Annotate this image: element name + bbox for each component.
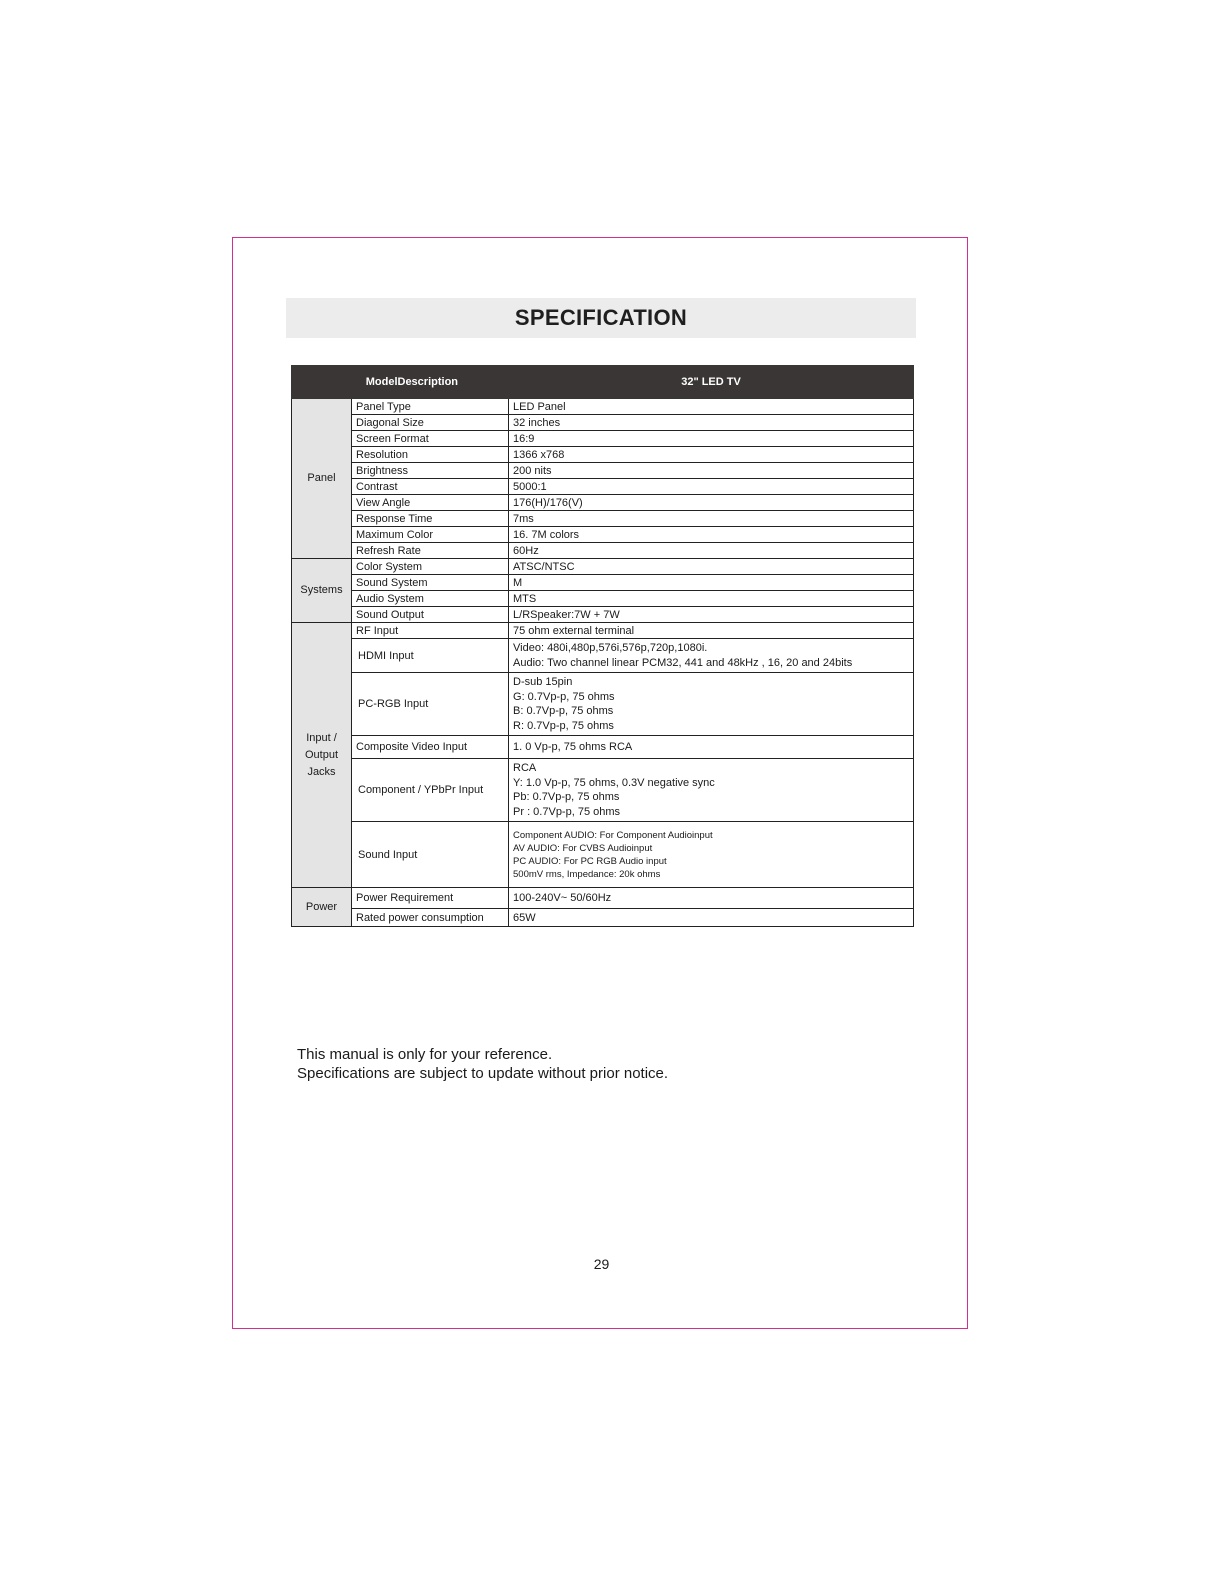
spec-value-cell	[509, 431, 914, 447]
spec-label-cell: Sound Output	[352, 607, 509, 623]
table-row	[292, 607, 914, 623]
table-row	[292, 888, 914, 909]
spec-value-cell	[509, 543, 914, 559]
spec-label-cell: PC-RGB Input	[352, 673, 509, 736]
spec-value-line: 16. 7M colors	[513, 528, 580, 541]
spec-label-cell: Component / YPbPr Input	[352, 759, 509, 822]
spec-value-line: Video: 480i,480p,576i,576p,720p,1080i.	[513, 642, 708, 654]
spec-value-line: M	[513, 576, 523, 589]
table-row	[292, 479, 914, 495]
spec-value-line: 200 nits	[513, 464, 552, 477]
spec-value-line: Component AUDIO: For Component Audioinput	[513, 829, 713, 841]
table-row	[292, 909, 914, 927]
spec-value-line: B: 0.7Vp-p, 75 ohms	[513, 705, 614, 717]
spec-value-cell	[509, 822, 914, 888]
spec-value-line: 16:9	[513, 432, 535, 445]
spec-value-line: 75 ohm external terminal	[513, 624, 635, 637]
spec-label-cell: Contrast	[352, 479, 509, 495]
spec-value-line: 65W	[513, 911, 536, 924]
spec-table-body	[292, 399, 914, 927]
spec-label-cell: RF Input	[352, 623, 509, 639]
spec-value-cell	[509, 495, 914, 511]
spec-value-line: ATSC/NTSC	[513, 560, 575, 573]
spec-value-cell	[509, 415, 914, 431]
spec-value-line: G: 0.7Vp-p, 75 ohms	[513, 690, 615, 703]
table-header-row	[292, 366, 914, 399]
spec-label-cell: Sound System	[352, 575, 509, 591]
spec-label-cell: Composite Video Input	[352, 736, 509, 759]
spec-value-cell	[509, 639, 914, 673]
spec-value-line: 7ms	[513, 512, 534, 525]
spec-value-line: 100-240V~ 50/60Hz	[513, 892, 612, 904]
spec-value-cell	[509, 479, 914, 495]
spec-value-cell	[509, 511, 914, 527]
page-number: 29	[593, 1256, 610, 1272]
notice-line: Specifications are subject to update without prior notice.	[297, 1064, 669, 1082]
table-row	[292, 575, 914, 591]
spec-value-cell	[509, 888, 914, 909]
table-row	[292, 431, 914, 447]
spec-value-cell	[509, 559, 914, 575]
spec-value-cell	[509, 759, 914, 822]
spec-value-line: Y: 1.0 Vp-p, 75 ohms, 0.3V negative sync	[513, 776, 715, 789]
spec-value-line: 60Hz	[513, 544, 539, 557]
table-row	[292, 399, 914, 415]
spec-value-cell	[509, 463, 914, 479]
spec-label-cell: HDMI Input	[352, 639, 509, 673]
table-row	[292, 511, 914, 527]
spec-value-line: Pr : 0.7Vp-p, 75 ohms	[513, 805, 621, 818]
spec-value-line: RCA	[513, 762, 537, 774]
category-cell: Panel	[292, 399, 352, 559]
title-bar	[286, 298, 916, 338]
spec-label-cell: Rated power consumption	[352, 909, 509, 927]
table-row	[292, 559, 914, 575]
notice-line: This manual is only for your reference.	[297, 1046, 553, 1063]
spec-label-cell: Resolution	[352, 447, 509, 463]
spec-table	[291, 365, 914, 927]
spec-value-line: 500mV rms, Impedance: 20k ohms	[513, 868, 661, 880]
spec-value-line: 32 inches	[513, 416, 561, 429]
spec-value-line: L/RSpeaker:7W + 7W	[513, 608, 620, 621]
table-row	[292, 463, 914, 479]
spec-value-line: AV AUDIO: For CVBS Audioinput	[513, 842, 653, 854]
spec-value-line: Pb: 0.7Vp-p, 75 ohms	[513, 791, 620, 803]
spec-label-cell: Panel Type	[352, 399, 509, 415]
spec-value-cell	[509, 736, 914, 759]
category-cell: Systems	[292, 559, 352, 623]
table-row	[292, 447, 914, 463]
spec-value-cell	[509, 399, 914, 415]
spec-label-cell: View Angle	[352, 495, 509, 511]
spec-value-line: 1. 0 Vp-p, 75 ohms RCA	[513, 741, 633, 753]
table-row	[292, 591, 914, 607]
header-model-name: 32" LED TV	[509, 366, 914, 399]
table-row	[292, 527, 914, 543]
spec-value-line: 5000:1	[513, 480, 547, 493]
table-row	[292, 759, 914, 822]
spec-value-cell	[509, 591, 914, 607]
table-row	[292, 639, 914, 673]
spec-label-cell: Screen Format	[352, 431, 509, 447]
spec-label-cell: Response Time	[352, 511, 509, 527]
spec-label-cell: Sound Input	[352, 822, 509, 888]
spec-label-cell: Power Requirement	[352, 888, 509, 909]
table-row	[292, 415, 914, 431]
table-row	[292, 736, 914, 759]
spec-value-line: R: 0.7Vp-p, 75 ohms	[513, 719, 614, 732]
spec-value-line: MTS	[513, 592, 537, 605]
spec-value-line: PC AUDIO: For PC RGB Audio input	[513, 855, 667, 867]
table-row	[292, 543, 914, 559]
spec-value-cell	[509, 623, 914, 639]
spec-value-line: Audio: Two channel linear PCM32, 441 and 48kHz , 16, 20 and 24bits	[513, 656, 853, 669]
spec-value-cell	[509, 909, 914, 927]
header-model-description: ModelDescription	[292, 366, 509, 399]
spec-value-cell	[509, 527, 914, 543]
spec-value-cell	[509, 607, 914, 623]
spec-label-cell: Brightness	[352, 463, 509, 479]
table-row	[292, 495, 914, 511]
spec-label-cell: Diagonal Size	[352, 415, 509, 431]
table-row	[292, 623, 914, 639]
spec-value-cell	[509, 447, 914, 463]
category-cell: Input / Output Jacks	[292, 623, 352, 888]
spec-value-cell	[509, 575, 914, 591]
spec-value-line: D-sub 15pin	[513, 676, 573, 688]
spec-label-cell: Color System	[352, 559, 509, 575]
table-row	[292, 822, 914, 888]
spec-value-line: 1366 x768	[513, 448, 565, 461]
table-row	[292, 673, 914, 736]
spec-value-line: LED Panel	[513, 400, 566, 413]
category-cell: Power	[292, 888, 352, 927]
spec-value-line: 176(H)/176(V)	[513, 496, 583, 509]
spec-value-cell	[509, 673, 914, 736]
spec-label-cell: Maximum Color	[352, 527, 509, 543]
page-title: SPECIFICATION	[514, 305, 688, 330]
spec-label-cell: Refresh Rate	[352, 543, 509, 559]
spec-label-cell: Audio System	[352, 591, 509, 607]
notice-text	[297, 1046, 668, 1083]
